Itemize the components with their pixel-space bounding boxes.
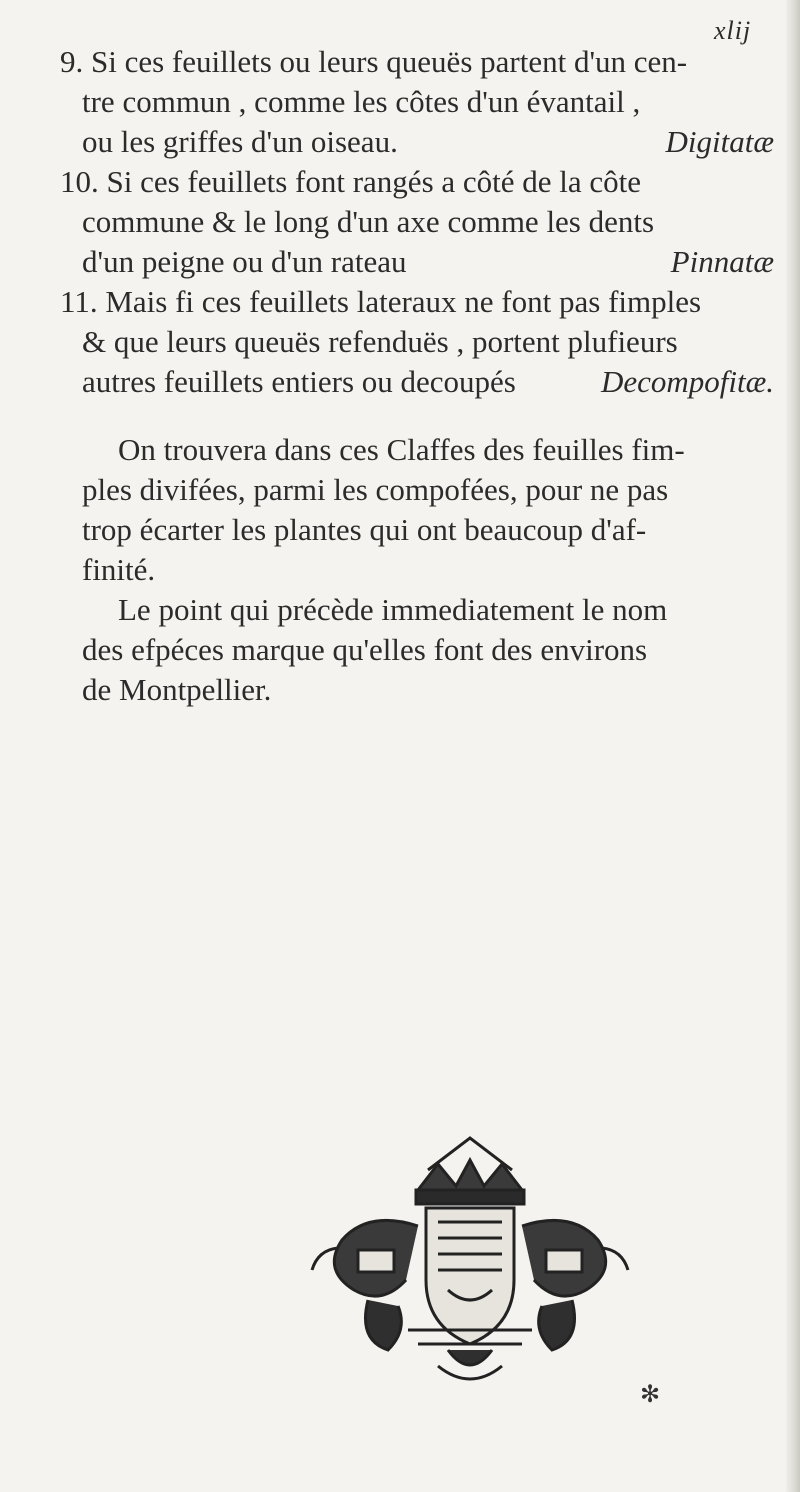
page-number: xlij: [714, 16, 752, 45]
text-line-content: des efpéces marque qu'elles font des environs: [82, 632, 648, 667]
text-line: [60, 162, 786, 202]
text-line: [60, 550, 786, 590]
text-line: [60, 122, 786, 162]
text-line: [60, 630, 786, 670]
page-edge: [786, 0, 800, 1492]
text-line-content: finité.: [82, 552, 156, 587]
text-line-content: On trouvera dans ces Claffes des feuilles fim-: [118, 432, 685, 467]
text-line: [60, 470, 786, 510]
text-line: [60, 322, 786, 362]
text-line: [60, 42, 786, 82]
text-line-content: commune & le long d'un axe comme les dents: [82, 204, 655, 239]
text-line: [60, 202, 786, 242]
text-line-content: trop écarter les plantes qui ont beaucoup d'af-: [82, 512, 647, 547]
text-block: [60, 42, 786, 710]
text-line: [60, 510, 786, 550]
text-line-content: 9. Si ces feuillets ou leurs queuës partent d'un cen-: [60, 44, 688, 79]
text-line-content: de Montpellier.: [82, 672, 272, 707]
text-line-content: Le point qui précède immediatement le nom: [118, 592, 668, 627]
text-line-content: 11. Mais fi ces feuillets lateraux ne font pas fimples: [60, 284, 702, 319]
text-line: [60, 590, 786, 630]
text-line: [60, 82, 786, 122]
text-line: [60, 242, 786, 282]
text-line-content: d'un peigne ou d'un rateau: [82, 244, 407, 279]
end-mark: ✻: [640, 1382, 661, 1408]
text-line: [60, 282, 786, 322]
term-digitatae: Digitatæ: [665, 124, 774, 159]
term-decompositae: Decompofitæ.: [600, 364, 774, 399]
text-line-content: tre commun , comme les côtes d'un évantail ,: [82, 84, 641, 119]
paragraph-gap: [60, 402, 786, 430]
text-line-content: & que leurs queuës refenduës , portent plufieurs: [82, 324, 678, 359]
crowned-arms-vignette: [298, 1130, 642, 1396]
text-line: [60, 430, 786, 470]
text-line-content: ples divifées, parmi les compofées, pour ne pas: [82, 472, 669, 507]
text-line-content: autres feuillets entiers ou decoupés: [82, 364, 516, 399]
text-line-content: ou les griffes d'un oiseau.: [82, 124, 398, 159]
text-line: [60, 362, 786, 402]
text-line: [60, 670, 786, 710]
term-pinnatae: Pinnatæ: [670, 244, 774, 279]
text-line-content: 10. Si ces feuillets font rangés a côté de la côte: [60, 164, 642, 199]
